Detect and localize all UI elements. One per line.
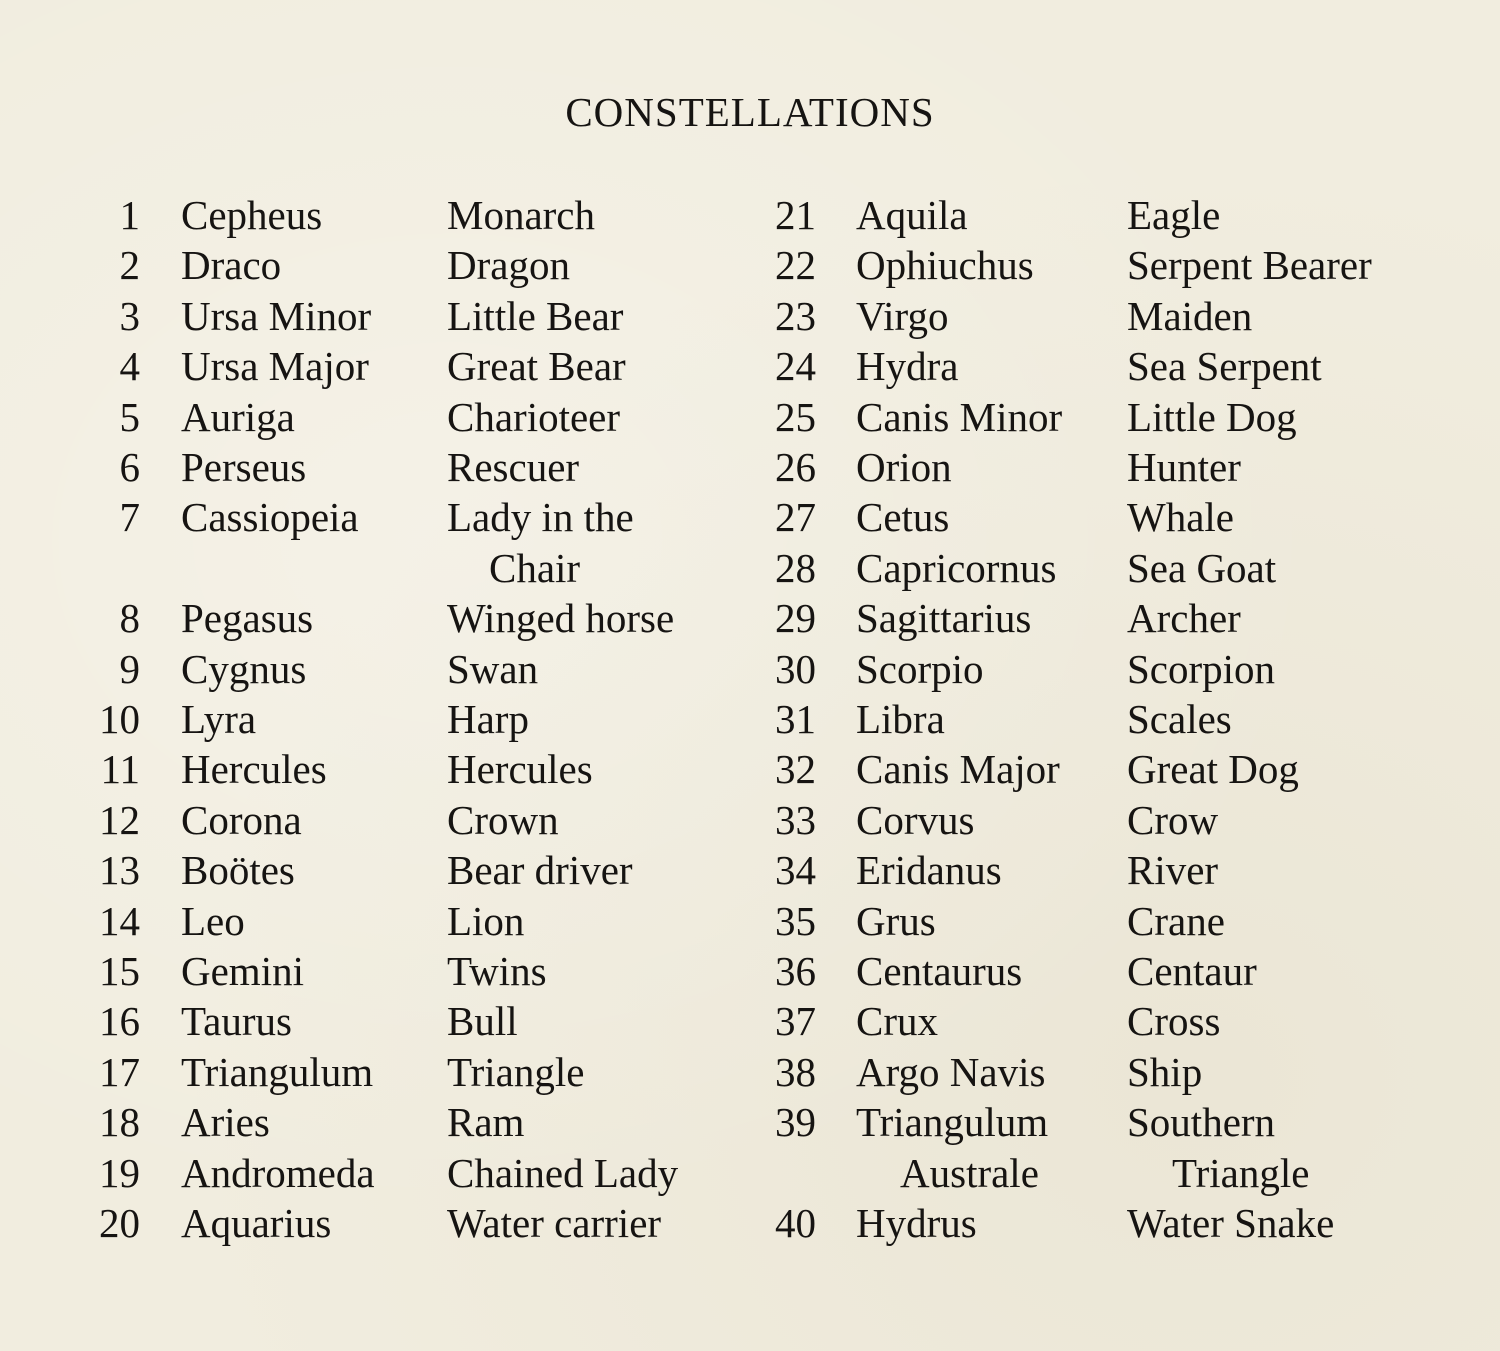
entry-number: 39 (775, 1099, 816, 1146)
english-name: Crane (1127, 897, 1225, 944)
latin-name: Perseus (181, 444, 307, 490)
latin-name: Boötes (181, 847, 295, 894)
english-name: Little Bear (447, 292, 624, 339)
entry-number: 25 (775, 393, 816, 440)
english-name: Southern (1127, 1099, 1276, 1146)
entry-number: 23 (775, 292, 816, 339)
entry-number: 7 (119, 494, 140, 541)
english-name: Maiden (1127, 292, 1253, 339)
english-name: Great Dog (1127, 746, 1299, 793)
entry-number: 27 (775, 494, 816, 541)
latin-name: Libra (856, 696, 945, 742)
english-name: Bear driver (447, 847, 633, 894)
latin-name: Leo (181, 897, 245, 944)
latin-name: Lyra (181, 696, 257, 742)
english-name: Hunter (1127, 444, 1241, 490)
entry-number: 6 (119, 444, 140, 490)
entry-number: 38 (775, 1048, 816, 1095)
entry-number: 17 (99, 1048, 140, 1095)
entry-number: 16 (99, 998, 140, 1045)
english-name: Chained Lady (447, 1149, 679, 1196)
latin-name: Scorpio (856, 645, 984, 692)
english-name: Sea Serpent (1127, 343, 1322, 390)
english-name: Water Snake (1127, 1200, 1335, 1246)
latin-name: Ursa Minor (181, 292, 372, 339)
entry-number: 30 (775, 645, 816, 692)
latin-name: Corvus (856, 796, 975, 843)
latin-name: Andromeda (181, 1149, 375, 1196)
latin-name: Eridanus (856, 847, 1002, 894)
english-name-continued: Triangle (1172, 1149, 1310, 1196)
english-name: Eagle (1127, 192, 1221, 238)
latin-name: Cetus (856, 494, 950, 541)
entry-number: 2 (119, 242, 140, 289)
entry-number: 37 (775, 998, 816, 1045)
english-name: Little Dog (1127, 393, 1297, 440)
english-name: Whale (1127, 494, 1234, 541)
latin-name: Pegasus (181, 595, 314, 642)
entry-number: 18 (99, 1099, 140, 1146)
latin-name-continued: Australe (900, 1149, 1039, 1196)
latin-name: Draco (181, 242, 282, 289)
entry-number: 29 (775, 595, 816, 642)
latin-name: Hercules (181, 746, 327, 793)
latin-name: Canis Minor (856, 393, 1063, 440)
entry-number: 19 (99, 1149, 140, 1196)
entry-number: 12 (99, 796, 140, 843)
english-name: Hercules (447, 746, 593, 793)
entry-number: 34 (775, 847, 816, 894)
entry-number: 10 (99, 696, 140, 742)
latin-name: Grus (856, 897, 936, 944)
english-name: Sea Goat (1127, 544, 1277, 591)
english-name: Twins (447, 948, 547, 994)
entry-number: 9 (119, 645, 140, 692)
entry-number: 14 (99, 897, 140, 944)
entry-number: 13 (99, 847, 140, 894)
english-name: Monarch (447, 192, 596, 238)
latin-name: Aquarius (181, 1200, 332, 1246)
latin-name: Capricornus (856, 544, 1057, 591)
english-name: Rescuer (447, 444, 580, 490)
english-name: Serpent Bearer (1127, 242, 1372, 289)
latin-name: Aquila (856, 192, 968, 238)
latin-name: Hydrus (856, 1200, 977, 1246)
entry-number: 36 (775, 948, 816, 994)
latin-name: Hydra (856, 343, 959, 390)
latin-name: Cepheus (181, 192, 323, 238)
english-name-continued: Chair (489, 544, 581, 591)
entry-number: 8 (119, 595, 140, 642)
english-name: Ship (1127, 1048, 1203, 1095)
entry-number: 26 (775, 444, 816, 490)
english-name: Water carrier (447, 1200, 662, 1246)
english-name: Great Bear (447, 343, 626, 390)
entry-number: 4 (119, 343, 140, 390)
latin-name: Auriga (181, 393, 295, 440)
english-name: Swan (447, 645, 539, 692)
latin-name: Gemini (181, 948, 304, 994)
latin-name: Corona (181, 796, 302, 843)
latin-name: Cygnus (181, 645, 307, 692)
entry-number: 3 (119, 292, 140, 339)
entry-number: 32 (775, 746, 816, 793)
entry-number: 20 (99, 1200, 140, 1246)
latin-name: Canis Major (856, 746, 1060, 793)
entry-number: 35 (775, 897, 816, 944)
latin-name: Argo Navis (856, 1048, 1046, 1095)
english-name: Triangle (447, 1048, 585, 1095)
english-name: Crow (1127, 796, 1219, 843)
english-name: Charioteer (447, 393, 621, 440)
entry-number: 1 (119, 192, 140, 238)
english-name: Centaur (1127, 948, 1257, 994)
latin-name: Ophiuchus (856, 242, 1034, 289)
entry-number: 15 (99, 948, 140, 994)
entry-number: 31 (775, 696, 816, 742)
english-name: Scales (1127, 696, 1232, 742)
english-name: Ram (447, 1099, 525, 1146)
page-title: CONSTELLATIONS (565, 89, 935, 135)
latin-name: Virgo (856, 292, 949, 339)
latin-name: Triangulum (181, 1048, 374, 1095)
english-name: Winged horse (447, 595, 675, 642)
entry-number: 24 (775, 343, 816, 390)
latin-name: Ursa Major (181, 343, 369, 390)
english-name: Lion (447, 897, 525, 944)
english-name: Dragon (447, 242, 570, 289)
english-name: Scorpion (1127, 645, 1276, 692)
english-name: Lady in the (447, 494, 634, 541)
entry-number: 40 (775, 1200, 816, 1246)
entry-number: 22 (775, 242, 816, 289)
latin-name: Taurus (181, 998, 292, 1045)
latin-name: Triangulum (856, 1099, 1049, 1146)
entry-number: 5 (119, 393, 140, 440)
entry-number: 33 (775, 796, 816, 843)
latin-name: Orion (856, 444, 952, 490)
english-name: Cross (1127, 998, 1221, 1045)
entry-number: 11 (100, 746, 140, 793)
english-name: Bull (447, 998, 518, 1045)
latin-name: Crux (856, 998, 938, 1045)
latin-name: Sagittarius (856, 595, 1032, 642)
english-name: Archer (1127, 595, 1241, 642)
entry-number: 28 (775, 544, 816, 591)
english-name: Crown (447, 796, 559, 843)
latin-name: Aries (181, 1099, 270, 1146)
latin-name: Centaurus (856, 948, 1023, 994)
entry-number: 21 (775, 192, 816, 238)
english-name: River (1127, 847, 1219, 894)
english-name: Harp (447, 696, 529, 742)
latin-name: Cassiopeia (181, 494, 359, 541)
